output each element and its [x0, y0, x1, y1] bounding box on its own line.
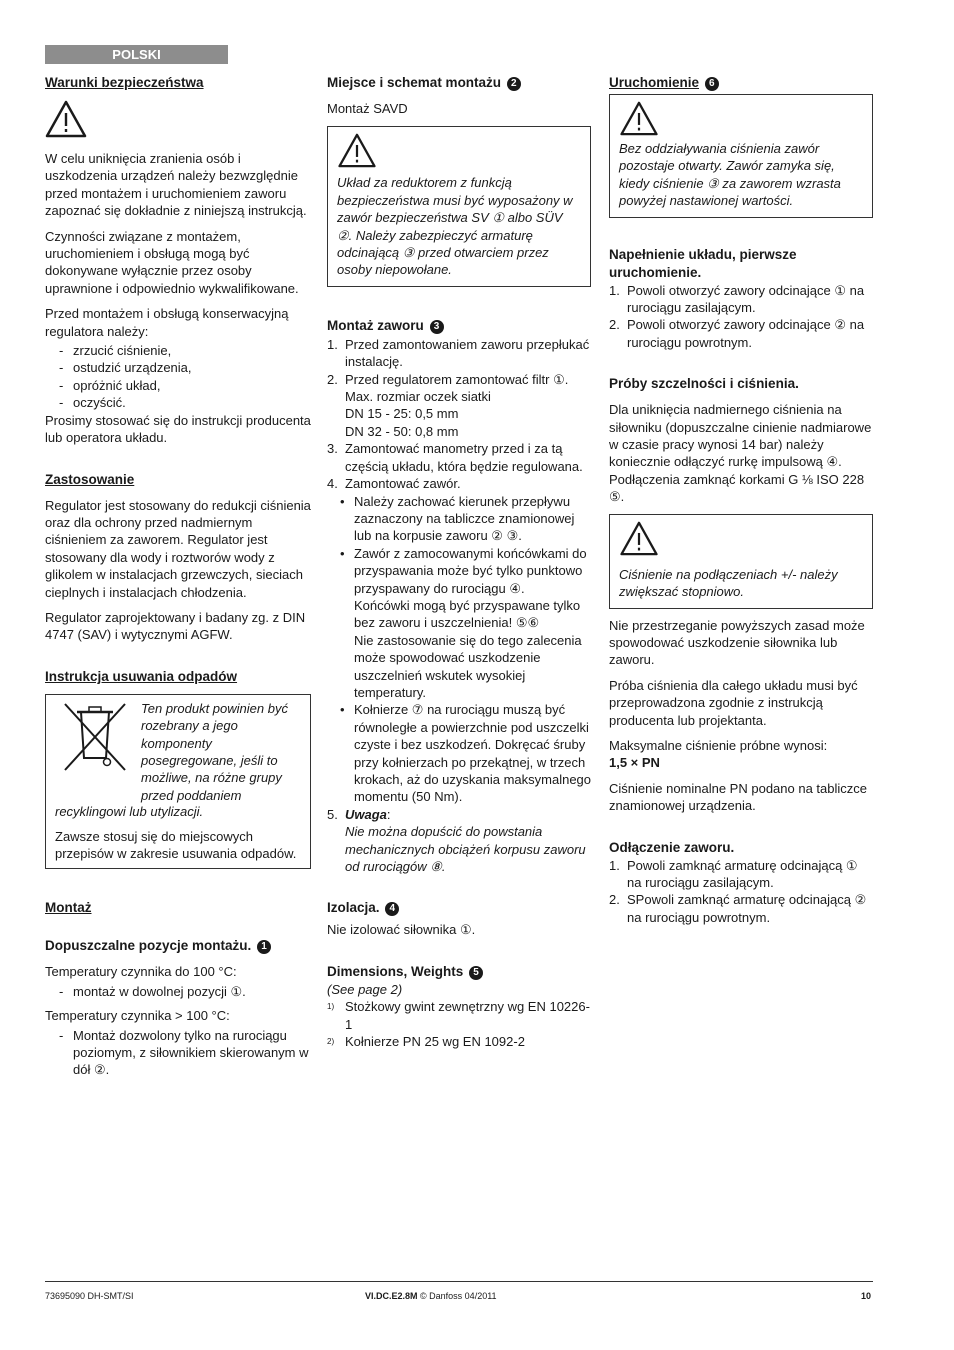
disconnect-heading: Odłączenie zaworu.: [609, 839, 735, 855]
place-heading: [327, 74, 591, 92]
insulation-title: Izolacja.: [327, 900, 380, 916]
step-text: Nie zastosowanie się do tego zalecenia może spowodować uszkodzenie uszczelnień wskutek wysokiej temperatury.: [354, 632, 582, 700]
list-item: • Kołnierze ⑦ na rurociągu muszą być równoległe a powierzchnie pod uszczelki czyste i bez uszkodzeń. Dokręcać śruby przy kołnierzach po przekątnej, w trzech krokach, aż do uzyskania maksymalnego momentu (50 Nm).: [336, 701, 591, 805]
safety-paragraph-3: Przed montażem i obsługą konserwacyjną regulatora należy:: [45, 306, 289, 339]
disposal-text-end: recyklingowi lub utylizacji.: [55, 804, 204, 820]
figure-number-badge: 5: [469, 966, 483, 980]
fill-heading: Napełnienie układu, pierwsze uruchomienie.: [609, 246, 797, 280]
positions-paragraph-2: Temperatury czynnika > 100 °C:: [45, 1008, 230, 1024]
leak-paragraph-3: Próba ciśnienia dla całego układu musi być przeprowadzona zgodnie z instrukcją producenta lub projektanta.: [609, 677, 858, 728]
list-item: 1. Powoli zamknąć armaturę odcinającą ① na rurociągu zasilającym.: [609, 857, 858, 890]
footnote-text: Stożkowy gwint zewnętrzny wg EN 10226-1: [345, 999, 590, 1032]
place-paragraph: Montaż SAVD: [327, 101, 408, 116]
application-paragraph-1: Regulator jest stosowany do redukcji ciśnienia oraz dla ochrony przed nadmiernym ciśnieniem za zaworem. Regulator jest stosowany dla wody i roztworów wody z glikolem w instalacjach grzewczych, sieciach cieplnych i instalacjach chłodzenia.: [45, 497, 311, 600]
step-text: Zamontować zawór.: [345, 476, 461, 492]
dimensions-title: Dimensions, Weights: [327, 963, 464, 979]
step-text: Powoli otworzyć zawory odcinające ① na rurociągu zasilającym.: [627, 282, 865, 316]
step-text: Przed regulatorem zamontować filtr ①.: [345, 371, 569, 387]
leak-value: 1,5 × PN: [609, 755, 660, 771]
application-paragraph-2: Regulator zaprojektowany i badany zg. z DIN 4747 (SAV) i wytycznymi AGFW.: [45, 609, 306, 643]
step-text: SPowoli zamknąć armaturę odcinającą ② na rurociągu powrotnym.: [627, 892, 867, 925]
step-text: DN 32 - 50: 0,8 mm: [345, 423, 459, 439]
step-text: Zawór z zamocowanymi końcówkami do przyspawania może być tylko punktowo przyspawany do rurociągu ④.: [354, 545, 587, 596]
list-item: 3. Zamontować manometry przed i za tą częścią układu, która będzie regulowana.: [327, 441, 583, 474]
column-right: [609, 74, 873, 934]
step-text: Nie można dopuścić do powstania mechanicznych obciążeń korpusu zaworu od rurociągów ⑧.: [345, 824, 586, 875]
list-item: 1. Powoli otworzyć zawory odcinające ① na rurociągu zasilającym.: [609, 282, 865, 316]
list-item: - opróżnić układ,: [59, 377, 311, 394]
step-text: Końcówki mogą być przyspawane tylko bez zaworu i uszczelnienia! ⑤⑥: [354, 597, 581, 631]
positions-list-1: [45, 983, 311, 1000]
positions-heading: [45, 937, 311, 955]
warning-box-3: [609, 514, 873, 609]
column-left: [45, 74, 311, 1079]
warning-icon: [45, 100, 87, 138]
warning-text-1: Układ za reduktorem z funkcją bezpieczeństwa musi być wyposażony w zawór bezpieczeństwa SV ① albo SÜV ②. Należy zabezpieczyć armaturę odcinającą ③ przed otwarciem przez osoby niepowołane.: [337, 175, 573, 278]
positions-paragraph-1: Temperatury czynnika do 100 °C:: [45, 964, 237, 980]
dimensions-see-page: (See page 2): [327, 981, 403, 997]
step-text: Powoli otworzyć zawory odcinające ② na rurociągu powrotnym.: [627, 317, 865, 350]
list-item: • Należy zachować kierunek przepływu zaznaczony na tabliczce znamionowej lub na korpusie zaworu ② ③.: [336, 493, 591, 545]
warning-icon: [619, 521, 659, 556]
list-item: $^{2)}$ Kołnierze PN 25 wg EN 1092-2: [327, 1034, 525, 1050]
list-item: 1. Przed zamontowaniem zaworu przepłukać instalację.: [327, 336, 590, 370]
fill-steps: [609, 282, 873, 352]
footnote-text: Kołnierze PN 25 wg EN 1092-2: [345, 1034, 525, 1050]
footer-doc-number: 73695090 DH-SMT/SI: [45, 1291, 134, 1301]
warning-icon: [337, 133, 377, 168]
list-item: 2. SPowoli zamknąć armaturę odcinającą ② na rurociągu powrotnym.: [609, 892, 867, 925]
step-text: DN 15 - 25: 0,5 mm: [345, 406, 459, 422]
dimensions-heading: [327, 963, 591, 981]
footnotes: [327, 998, 591, 1050]
mounting-heading: Montaż: [45, 900, 92, 916]
insulation-paragraph: Nie izolować siłownika ①.: [327, 922, 476, 938]
warning-text-3: Ciśnienie na podłączeniach +/- należy zwiększać stopniowo.: [619, 566, 838, 600]
list-item: 4. Zamontować zawór. • Należy zachować kierunek przepływu zaznaczony na tabliczce znamionowej lub na korpusie zaworu ② ③. • Zawór z zamocowanymi końcówkami do przyspawania może być tylko punktowo przyspawany do rurociągu ④. Końcówki mogą być przyspawane tylko bez zaworu i uszczelnienia! ⑤⑥ Nie zastosowanie się do tego zalecenia może spowodować uszkodzenie uszczelnień wskutek wysokiej temperatury. • Kołnierze ⑦ na rurociągu muszą być równoległe a powierzchnie pod uszczelki czyste i bez uszkodzeń. Dokręcać śruby przy kołnierzach po przekątnej, w trzech krokach, aż do uzyskania maksymalnego momentu (50 Nm).: [327, 475, 591, 806]
disposal-text: Ten produkt powinien być rozebrany a jego komponenty posegregowane, jeśli to możliwe, na różne grupy przed poddaniem: [141, 700, 288, 803]
step-text: Max. rozmiar oczek siatki: [345, 389, 491, 405]
safety-heading: Warunki bezpieczeństwa: [45, 75, 204, 90]
place-title: Miejsce i schemat montażu: [327, 75, 502, 90]
leak-paragraph-5: Ciśnienie nominalne PN podano na tabliczce znamionowej urządzenia.: [609, 780, 867, 814]
figure-number-badge: 2: [507, 77, 521, 91]
safety-paragraph-4: Prosimy stosować się do instrukcji producenta lub operatora układu.: [45, 412, 311, 446]
leak-text: Maksymalne ciśnienie próbne wynosi:: [609, 737, 828, 753]
disposal-heading: Instrukcja usuwania odpadów: [45, 668, 238, 684]
footer-code-line: [365, 1288, 497, 1305]
positions-title: Dopuszczalne pozycje montażu.: [45, 938, 252, 954]
startup-heading: [609, 74, 873, 92]
valve-steps: [327, 336, 591, 876]
page-footer: [45, 1281, 873, 1301]
list-item: 5. Uwaga: Nie można dopuścić do powstania mechanicznych obciążeń korpusu zaworu od rurociągów ⑧.: [327, 806, 586, 875]
list-item: - Montaż dozwolony tylko na rurociągu poziomym, z siłownikiem skierowanym w dół ②.: [59, 1027, 311, 1079]
valve-title: Montaż zaworu: [327, 317, 424, 333]
disposal-box: [45, 694, 311, 870]
leak-paragraph-2: Nie przestrzeganie powyższych zasad może spowodować uszkodzenie siłownika lub zaworu.: [609, 617, 865, 668]
insulation-heading: [327, 899, 591, 917]
list-item: 2. Powoli otworzyć zawory odcinające ② na rurociągu powrotnym.: [609, 317, 865, 350]
warning-text-2: Bez oddziaływania ciśnienia zawór pozostaje otwarty. Zawór zamyka się, kiedy ciśnienie ③ za zaworem wzrasta powyżej nastawionej wartości.: [619, 141, 841, 209]
footer-copyright: © Danfoss 04/2011: [420, 1291, 497, 1301]
figure-number-badge: 1: [257, 940, 271, 954]
startup-title: Uruchomienie: [609, 75, 700, 90]
figure-number-badge: 3: [430, 320, 444, 334]
crossed-bin-icon: [55, 702, 135, 774]
step-text: Przed zamontowaniem zaworu przepłukać instalację.: [345, 336, 590, 370]
leak-heading: Próby szczelności i ciśnienia.: [609, 376, 799, 392]
list-item: - ostudzić urządzenia,: [59, 359, 311, 376]
leak-paragraph-1: Dla uniknięcia nadmiernego ciśnienia na siłowniku (dopuszczalne cinienie nadmiarowe w czasie pracy wynosi 14 bar) należy koniecznie odłączyć rurkę impulsową ④. Podłączenia zamknąć korkami G ⅛ ISO 228 ⑤.: [609, 402, 872, 505]
list-item: 2. Przed regulatorem zamontować filtr ①. Max. rozmiar oczek siatki DN 15 - 25: 0,5 mm DN 32 - 50: 0,8 mm: [327, 371, 569, 439]
language-tab: POLSKI: [45, 45, 228, 64]
valve-substeps: [327, 493, 591, 806]
disconnect-steps: [609, 857, 873, 927]
safety-paragraph-2: Czynności związane z montażem, uruchomieniem i obsługą mogą być dokonywane wyłącznie przez osoby uprawnione i odpowiednio wykwalifikowane.: [45, 228, 299, 296]
step-text: Powoli zamknąć armaturę odcinającą ① na rurociągu zasilającym.: [627, 857, 858, 890]
list-item: - montaż w dowolnej pozycji ①.: [59, 983, 311, 1000]
page-number: 10: [860, 1291, 871, 1301]
safety-paragraph-1: W celu uniknięcia zranienia osób i uszkodzenia urządzeń należy bezwzględnie przed montażem i uruchomieniem zaworu zapoznać się dokładnie z niniejszą instrukcją.: [45, 151, 307, 219]
disposal-paragraph-2: Zawsze stosuj się do miejscowych przepisów w zakresie usuwania odpadów.: [55, 828, 297, 861]
figure-number-badge: 4: [385, 902, 399, 916]
positions-list-2: [45, 1027, 311, 1079]
step-text: Zamontować manometry przed i za tą częścią układu, która będzie regulowana.: [345, 441, 583, 474]
list-item: [336, 545, 591, 702]
list-item: - oczyścić.: [59, 394, 311, 411]
application-heading: Zastosowanie: [45, 471, 135, 487]
list-item: $^{1)}$ Stożkowy gwint zewnętrzny wg EN 10226-1: [327, 999, 590, 1032]
figure-number-badge: 6: [705, 77, 719, 91]
column-middle: [327, 74, 591, 1058]
leak-paragraph-4: [609, 737, 873, 772]
footer-code: VI.DC.E2.8M: [365, 1291, 418, 1301]
warning-box-2: [609, 94, 873, 218]
note-label: Uwaga: [345, 806, 387, 822]
warning-icon: [619, 101, 659, 136]
list-item: - zrzucić ciśnienie,: [59, 342, 311, 359]
warning-box-1: [327, 126, 591, 286]
safety-list: [45, 342, 311, 412]
valve-heading: [327, 317, 591, 335]
